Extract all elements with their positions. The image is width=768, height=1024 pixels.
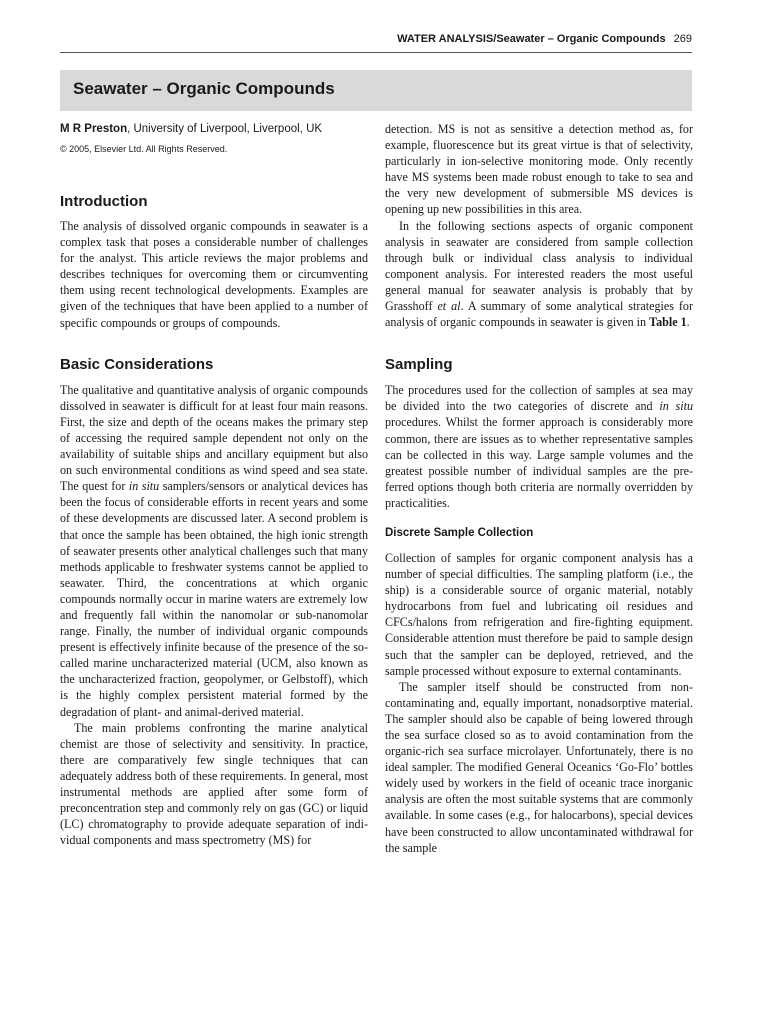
running-head-separator: / [493, 33, 497, 45]
heading-discrete-sample-collection: Discrete Sample Collection [385, 526, 534, 539]
copyright-notice: © 2005, Elsevier Ltd. All Rights Reserved. [60, 144, 228, 154]
heading-basic-considerations: Basic Considerations [60, 355, 214, 373]
introduction-paragraph: The analysis of dissolved organic compounds in seawater is a complex task that poses a considerable number of challenges for the analyst. This article reviews the major problems and describes techniques for overcoming them or circumventing them using recent technological developments. Examples are given of the techniques that have been applied to a number of specific compounds or groups of compounds. [60, 219, 368, 330]
heading-introduction: Introduction [60, 193, 148, 210]
basic-considerations-paragraph-2: The main problems confronting the marine analytical chemist are those of selectivity and sensitivity. In practice, there are comparatively few single techniques that can adequately address both of these requirements. In general, most instrumental methods are applied after some form of preconcentration step and commonly rely on gas (GC) or liquid (LC) chromatography to provide adequate separation of individual components and mass spectrometry (MS) for [60, 720, 368, 848]
table-1-reference: Table 1 [649, 315, 687, 330]
basic-considerations-paragraph-1 [60, 382, 368, 720]
following-text-b: . A summary of some analytical strategies for analysis of organic compounds in seawater is given in [385, 299, 693, 330]
basic-p1-text-b: samplers/sensors or analytical devices has been the focus of considerable efforts in recent years and some of these developments are discussed later. A second problem is that once the sample has been obtained, the high ionic strength of seawater presents other analytical challenges such that many methods applicable to freshwater systems cannot be applied to seawater. Third, the concentrations at which organic compounds normally occur in marine waters are extremely low and frequently fall within the nanomolar or sub-nanomolar range. Finally, the number of individual organic compounds present is effectively infinite because of the presence of the so-called marine uncharacterized material (UCM, also known as the uncharacterized fraction, geopolymer, or Gelbstoff), which is the highly complex persistent material formed by the degradation of plant- and animal-derived material. [60, 479, 368, 719]
running-head-article: Seawater – Organic Compounds [496, 33, 666, 45]
sampling-text-a: The procedures used for the collection of samples at sea may be divided into the two categories of discrete and [385, 383, 693, 414]
header-rule [60, 52, 692, 53]
author-affiliation: , University of Liverpool, Liverpool, UK [127, 123, 323, 135]
sampling-italic: in situ [659, 399, 693, 414]
basic-p1-italic: in situ [128, 479, 160, 494]
heading-sampling: Sampling [385, 356, 453, 374]
detection-paragraph: detection. MS is not as sensitive a detection method as, for example, fluorescence but its great virtue is that of selectivity, particularly in ion-selective monitoring mode. Only recently have MS systems been made robust enough to take to sea and the very new development of submersible MS devices is opening up new possibilities in this area. [385, 122, 693, 217]
running-head [60, 33, 692, 45]
page-number: 269 [673, 33, 692, 45]
discrete-paragraph-1: Collection of samples for organic component analysis has a number of special difficulties. The sampling platform (i.e., the ship) is a considerable source of organic material, notably hydrocarbons from fuel and lubricating oil residues and CFCs/halons from refrigeration and fire-fighting equipment. Considerable attention must therefore be paid to sample design such that the sampler can be deployed, retrieved, and the sample processed without exposure to external contaminants. [385, 550, 693, 678]
right-column [385, 121, 693, 856]
author-name: M R Preston [60, 123, 128, 135]
basic-p1-text-a: The qualitative and quantitative analysis of organic compounds dissolved in seawater is difficult for at least four main reasons. First, the size and depth of the oceans makes the primary step of accessing the required sample dependent not only on the availability of suitable ships and ancillary equipment but also on such environmental conditions as wind speed and sea state. The quest for [60, 382, 368, 494]
following-text-a: In the following sections aspects of organic component analysis in seawater are considered from sample collection through bulk or individual class analysis to individual component analysis. For interested readers the most useful general manual for seawater analysis is probably that by Grasshoff [385, 218, 693, 314]
following-italic: et al [437, 299, 461, 314]
sampling-text-b: procedures. Whilst the former approach is considerably more common, there are issues as to whether representative samples can be collected in this way. Large sample volumes and the greatest possible number of individual samples are the preferred options though both criteria are normally overridden by practicalities. [385, 415, 693, 510]
sampling-paragraph [385, 382, 693, 511]
byline [60, 121, 368, 137]
running-head-section: WATER ANALYSIS [397, 33, 494, 45]
left-column [60, 121, 368, 848]
article-title: Seawater – Organic Compounds [60, 70, 692, 111]
following-text-c: . [686, 315, 690, 330]
following-sections-paragraph [385, 218, 693, 331]
discrete-paragraph-2: The sampler itself should be constructed from noncontaminating and, equally important, nonadsorptive material. The sampler should also be capable of being lowered through the sea surface closed so as to avoid contamination from the organic-rich sea surface microlayer. Unfortunately, there is no ideal sampler. The modified General Oceanics ‘Go-Flo’ bottles widely used by workers in the field of oceanic trace inorganic analysis are often the most suitable systems that are commonly available. In some cases (e.g., for halocarbons), special devices have been constructed to allow uncontaminated withdrawal for the sample [385, 679, 693, 855]
